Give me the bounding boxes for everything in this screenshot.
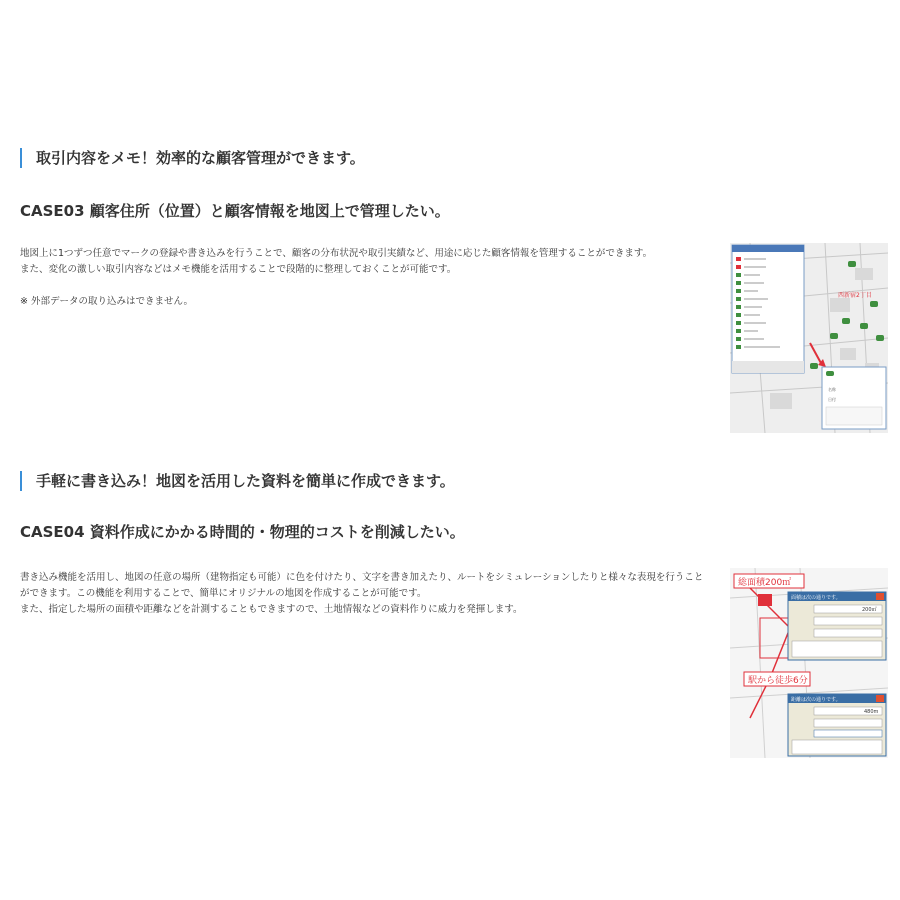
popup-field-label: 日付: [828, 397, 836, 402]
case-title: CASE04 資料作成にかかる時間的・物理的コストを削減したい。: [20, 523, 465, 541]
description-paragraph: [20, 278, 710, 294]
map-area-label: 西新宿2丁目: [838, 292, 872, 299]
case-description: [20, 246, 710, 310]
popup-field-label: 名称: [828, 387, 836, 392]
description-paragraph: 書き込み機能を活用し、地図の任意の場所（建物指定も可能）に色を付けたり、文字を書き加えたり、ルートをシミュレーションしたりと様々な表現を行うことができます。この機能を利用することで、簡単にオリジナルの地図を作成することが可能です。: [20, 572, 704, 599]
description-paragraph: また、変化の激しい取引内容などはメモ機能を活用することで段階的に整理しておくことが可能です。: [20, 264, 457, 275]
description-paragraph: 地図上に1つずつ任意でマークの登録や書き込みを行うことで、顧客の分布状況や取引実績など、用途に応じた顧客情報を管理することができます。: [20, 248, 653, 259]
distance-dialog-title: 距離は次の通りです。: [791, 697, 841, 703]
case-description: [20, 570, 710, 618]
area-value: 200㎡: [862, 607, 877, 613]
description-paragraph: また、指定した場所の面積や距離などを計測することもできますので、土地情報などの資料作りに威力を発揮します。: [20, 604, 523, 615]
area-dialog-title: 面積は次の通りです。: [791, 595, 841, 601]
distance-label: 駅から徒歩6分: [748, 676, 808, 686]
section-heading: 手軽に書き込み！地図を活用した資料を簡単に作成できます。: [20, 471, 455, 491]
drawing-map-screenshot: [730, 568, 888, 758]
case-title: CASE03 顧客住所（位置）と顧客情報を地図上で管理したい。: [20, 202, 450, 220]
area-label: 総面積200㎡: [738, 578, 792, 588]
distance-value: 480m: [864, 709, 879, 715]
section-heading: 取引内容をメモ！効率的な顧客管理ができます。: [20, 148, 365, 168]
description-note: ※ 外部データの取り込みはできません。: [20, 296, 194, 307]
customer-map-screenshot: [730, 243, 888, 433]
